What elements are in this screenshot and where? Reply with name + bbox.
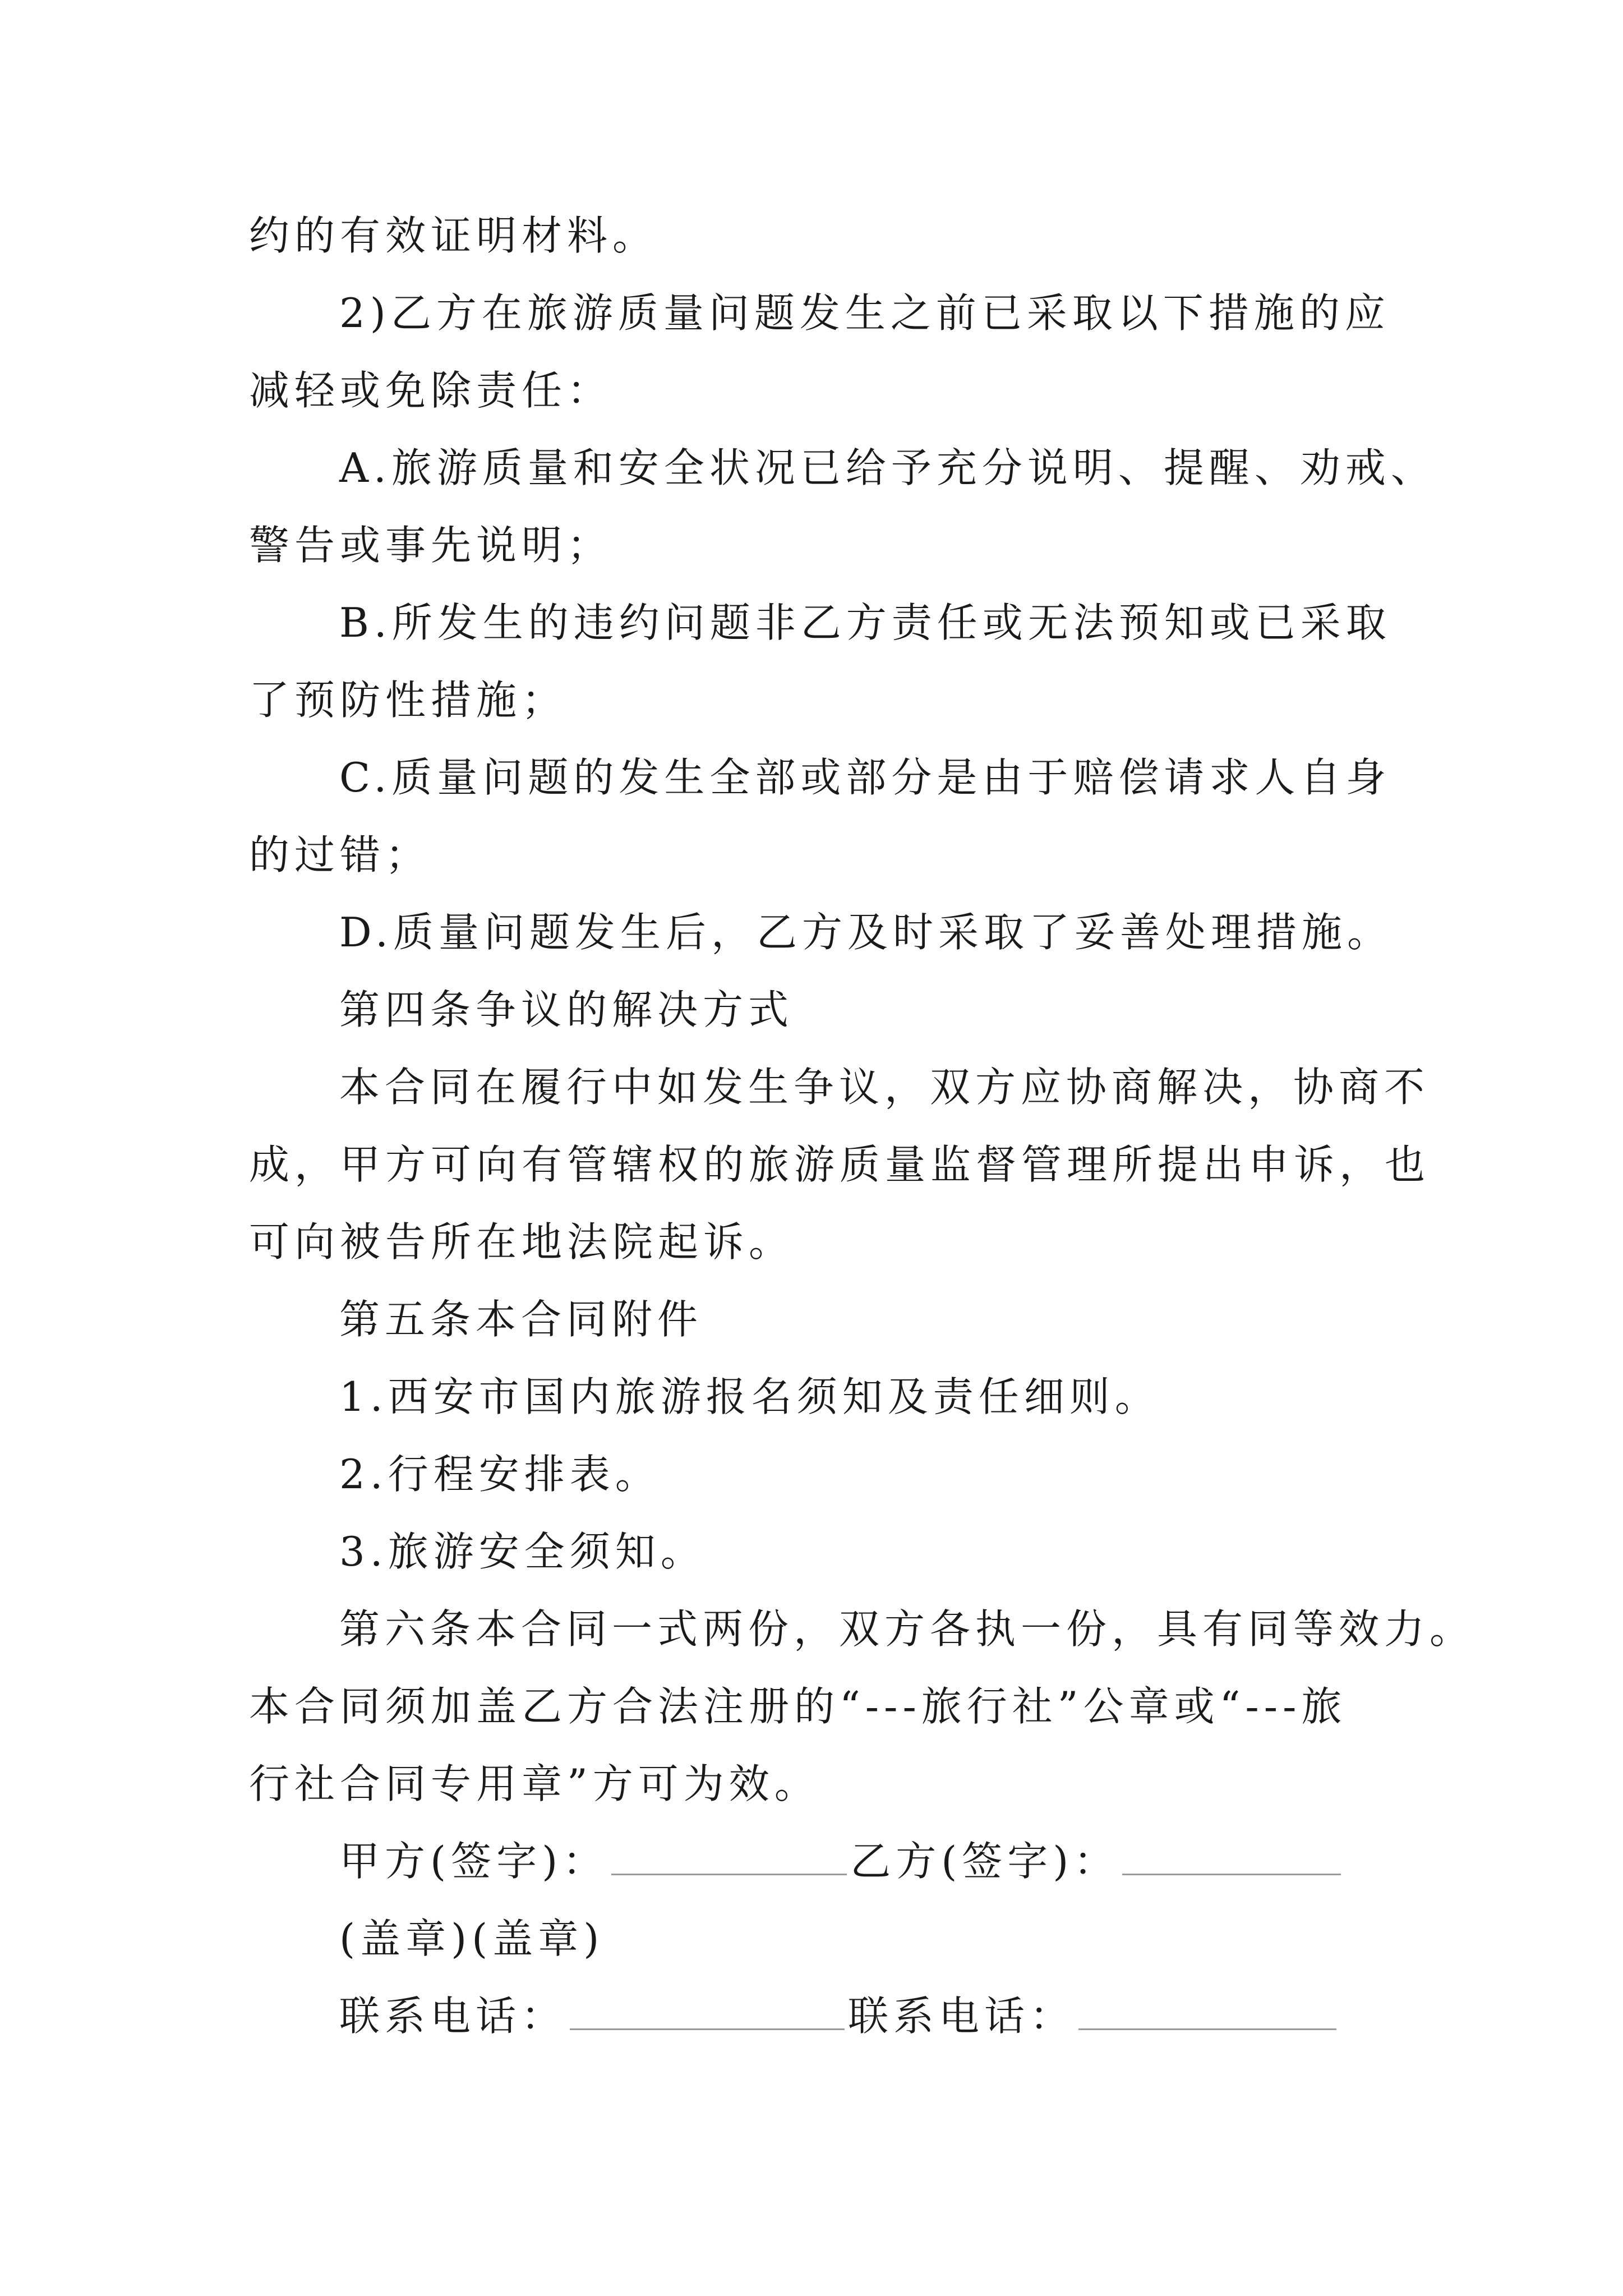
party-a-sign-label: 甲方(签字)： xyxy=(339,1838,608,1885)
party-b-sign-label: 乙方(签字)： xyxy=(850,1838,1119,1885)
paragraph-line: 行社合同专用章”方可为效。 xyxy=(249,1760,820,1807)
paragraph-line: 1.西安市国内旅游报名须知及责任细则。 xyxy=(339,1373,1160,1420)
seal-row: (盖章)(盖章) xyxy=(339,1915,605,1962)
paragraph-line: A.旅游质量和安全状况已给予充分说明、提醒、劝戒、 xyxy=(339,444,1436,491)
phone-row xyxy=(339,1988,1340,2044)
paragraph-line: 了预防性措施； xyxy=(249,677,568,724)
paragraph-line: 本合同在履行中如发生争议，双方应协商解决，协商不 xyxy=(339,1064,1430,1111)
paragraph-line: 本合同须加盖乙方合法注册的“---旅行社”公章或“---旅 xyxy=(249,1683,1347,1730)
paragraph-line: 成，甲方可向有管辖权的旅游质量监督管理所提出申诉，也 xyxy=(249,1141,1431,1188)
party-a-phone-label: 联系电话： xyxy=(339,1993,567,2040)
paragraph-line: 警告或事先说明； xyxy=(249,522,613,569)
paragraph-line: 3.旅游安全须知。 xyxy=(339,1528,706,1575)
paragraph-line: D.质量问题发生后，乙方及时采取了妥善处理措施。 xyxy=(339,909,1393,956)
section-heading: 第五条本合同附件 xyxy=(339,1296,703,1343)
paragraph-line: 第六条本合同一式两份，双方各执一份，具有同等效力。 xyxy=(339,1605,1476,1653)
section-heading: 第四条争议的解决方式 xyxy=(339,986,794,1033)
party-a-phone-blank[interactable] xyxy=(570,2006,845,2030)
party-a-sign-blank[interactable] xyxy=(611,1851,847,1875)
paragraph-line: 的过错； xyxy=(249,831,431,878)
paragraph-line: 约的有效证明材料。 xyxy=(249,212,658,259)
paragraph-line: 可向被告所在地法院起诉。 xyxy=(249,1218,795,1266)
paragraph-line: 2.行程安排表。 xyxy=(339,1451,661,1498)
paragraph-line: B.所发生的违约问题非乙方责任或无法预知或已采取 xyxy=(339,599,1391,646)
paragraph-line: 2)乙方在旅游质量问题发生之前已采取以下措施的应 xyxy=(339,289,1390,337)
signature-row xyxy=(339,1833,1344,1889)
party-b-phone-blank[interactable] xyxy=(1078,2006,1336,2030)
party-b-phone-label: 联系电话： xyxy=(848,1993,1076,2040)
paragraph-line: 减轻或免除责任： xyxy=(249,367,613,414)
party-b-sign-blank[interactable] xyxy=(1122,1851,1341,1875)
paragraph-line: C.质量问题的发生全部或部分是由于赔偿请求人自身 xyxy=(339,754,1391,801)
